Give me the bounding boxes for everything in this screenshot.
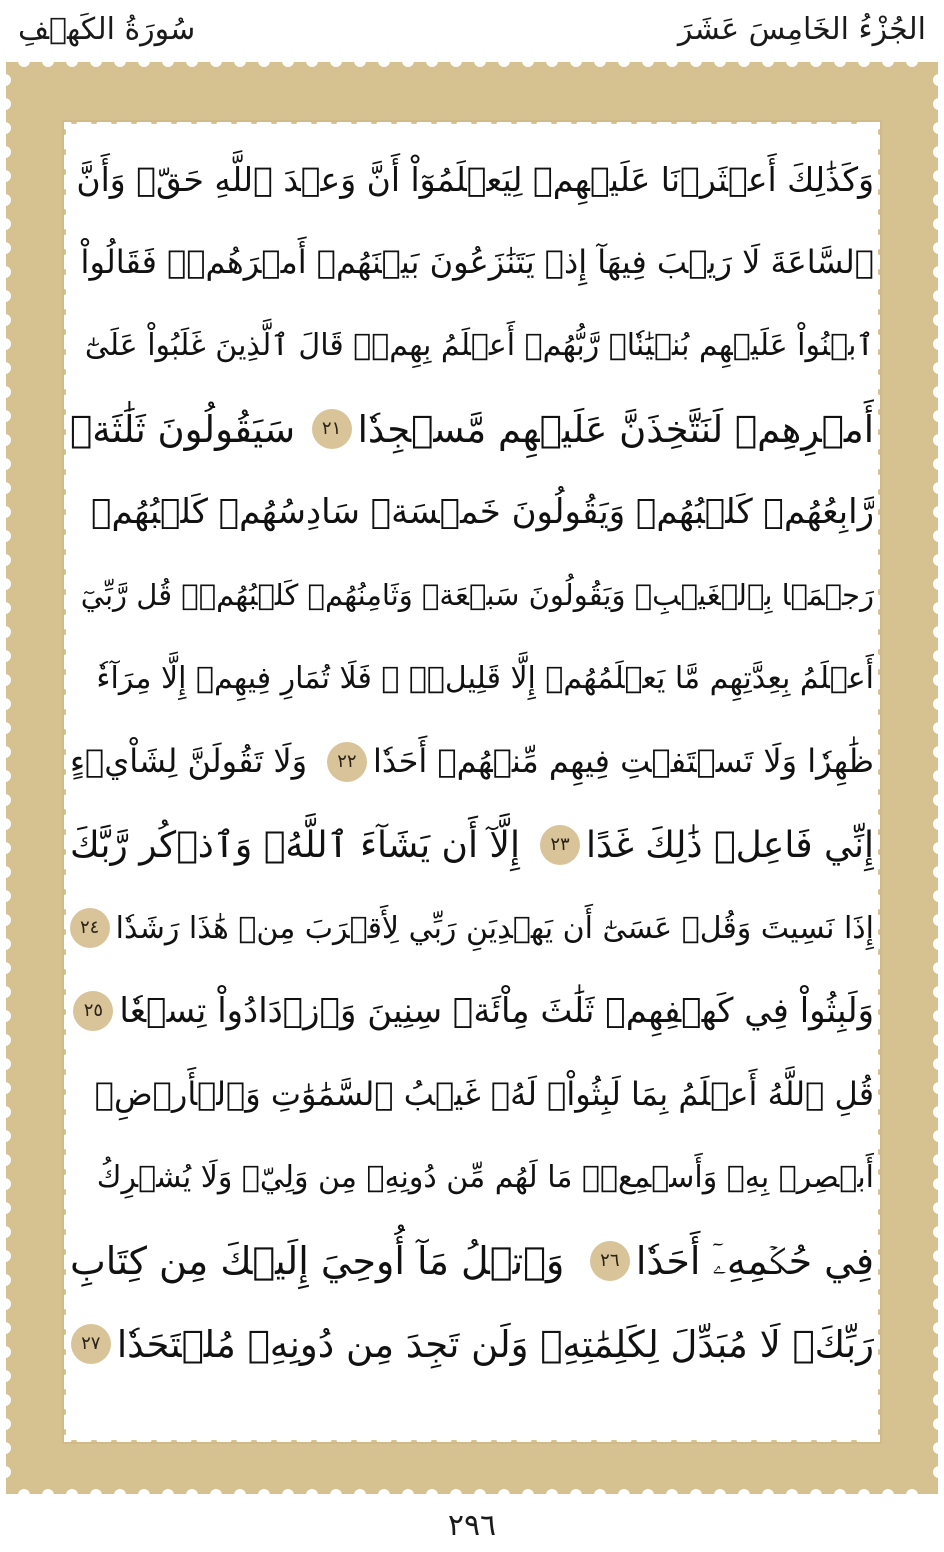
page-number: ٢٩٦ bbox=[447, 1508, 497, 1543]
verse-line bbox=[70, 804, 874, 887]
verse-line bbox=[70, 1303, 874, 1386]
ayah-number-marker: ٢٥ bbox=[73, 991, 113, 1031]
verse-line bbox=[70, 970, 874, 1053]
ayah-number-marker: ٢٣ bbox=[540, 825, 580, 865]
frame-scallop bbox=[282, 55, 294, 67]
frame-scallop bbox=[714, 55, 726, 67]
verse-text: قُلِ ٱللَّهُ أَعۡلَمُ بِمَا لَبِثُواْۖ لَهُۥ غَيۡبُ ٱلسَّمَٰوَٰتِ وَٱلۡأَرۡضِۖ bbox=[94, 1075, 874, 1114]
frame-scallop bbox=[330, 55, 342, 67]
frame-scallop bbox=[594, 55, 606, 67]
verse-line bbox=[70, 388, 874, 471]
verse-text: سَيَقُولُونَ ثَلَٰثَةٞ bbox=[70, 407, 296, 451]
frame-scallop bbox=[618, 55, 630, 67]
frame-scallop bbox=[306, 55, 318, 67]
verse-text: أَمۡرِهِمۡ لَنَتَّخِذَنَّ عَلَيۡهِم مَّسۡجِدٗا bbox=[357, 407, 874, 451]
verse-line bbox=[70, 221, 874, 304]
frame-scallop bbox=[42, 55, 54, 67]
verse-text: رَّابِعُهُمۡ كَلۡبُهُمۡ وَيَقُولُونَ خَمۡسَةٞ سَادِسُهُمۡ كَلۡبُهُمۡ bbox=[91, 491, 874, 532]
verse-line bbox=[70, 138, 874, 221]
verse-line bbox=[70, 304, 874, 387]
verse-text: وَٱتۡلُ مَآ أُوحِيَ إِلَيۡكَ مِن كِتَابِ bbox=[70, 1238, 565, 1283]
verse-text: وَلَا تَقُولَنَّ لِشَاْيۡءٍ bbox=[70, 742, 308, 781]
verse-text: إِلَّآ أَن يَشَآءَ ٱللَّهُۚ وَٱذۡكُر رَّبَّكَ bbox=[70, 824, 520, 866]
frame-scallop bbox=[210, 55, 222, 67]
frame-scallop bbox=[114, 55, 126, 67]
frame-scallop bbox=[906, 55, 918, 67]
ayah-number-marker: ٢٦ bbox=[590, 1241, 630, 1281]
verse-line bbox=[70, 471, 874, 554]
frame-scallop bbox=[522, 55, 534, 67]
frame-scallop bbox=[642, 55, 654, 67]
frame-scallop bbox=[234, 55, 246, 67]
verse-text: أَبۡصِرۡ بِهِۦ وَأَسۡمِعۡۚ مَا لَهُم مِّن دُونِهِۦ مِن وَلِيّٖ وَلَا يُشۡرِكُ bbox=[96, 1160, 874, 1196]
frame-scallop bbox=[834, 55, 846, 67]
verse-text: أَعۡلَمُ بِعِدَّتِهِم مَّا يَعۡلَمُهُمۡ إِلَّا قَلِيلٞۗ ۞ فَلَا تُمَارِ فِيهِمۡ إِلَّا مِرَآءٗ bbox=[96, 661, 874, 697]
verse-text: وَلَبِثُواْ فِي كَهۡفِهِمۡ ثَلَٰثَ مِاْئَةٖ سِنِينَ وَٱزۡدَادُواْ تِسۡعٗا bbox=[119, 990, 874, 1031]
frame-scallop bbox=[762, 55, 774, 67]
frame-scallop bbox=[810, 55, 822, 67]
verse-text: رَبِّكَۖ لَا مُبَدِّلَ لِكَلِمَٰتِهِۦ وَلَن تَجِدَ مِن دُونِهِۦ مُلۡتَحَدٗا bbox=[116, 1322, 874, 1366]
surah-title: سُورَةُ الكَهۡفِ bbox=[18, 12, 196, 47]
verse-text: إِذَا نَسِيتَ وَقُلۡ عَسَىٰٓ أَن يَهۡدِيَنِ رَبِّي لِأَقۡرَبَ مِنۡ هَٰذَا رَشَدٗا bbox=[115, 910, 874, 946]
frame-scallop bbox=[426, 55, 438, 67]
verse-text: إِنِّي فَاعِلٞ ذَٰلِكَ غَدًا bbox=[586, 824, 874, 866]
frame-scallop bbox=[378, 55, 390, 67]
frame-scallop bbox=[858, 55, 870, 67]
frame-scallop bbox=[18, 55, 30, 67]
frame-scallop bbox=[690, 55, 702, 67]
frame-scallop bbox=[258, 55, 270, 67]
verse-text: ٱلسَّاعَةَ لَا رَيۡبَ فِيهَآ إِذۡ يَتَنَٰزَعُونَ بَيۡنَهُمۡ أَمۡرَهُمۡۖ فَقَالُواْ bbox=[80, 243, 874, 282]
verse-line bbox=[70, 554, 874, 637]
frame-scallop bbox=[402, 55, 414, 67]
verse-line bbox=[70, 1053, 874, 1136]
frame-scallop bbox=[450, 55, 462, 67]
frame-scallop bbox=[354, 55, 366, 67]
verse-line bbox=[70, 637, 874, 720]
ayah-number-marker: ٢١ bbox=[312, 409, 352, 449]
frame-scallop bbox=[90, 55, 102, 67]
verse-text: فِي حُكۡمِهِۦٓ أَحَدٗا bbox=[635, 1238, 874, 1283]
verse-text: ظَٰهِرٗا وَلَا تَسۡتَفۡتِ فِيهِم مِّنۡهُمۡ أَحَدٗا bbox=[372, 742, 874, 781]
frame-scallop bbox=[738, 55, 750, 67]
ayah-number-marker: ٢٧ bbox=[71, 1324, 111, 1364]
frame-scallop bbox=[882, 55, 894, 67]
ayah-number-marker: ٢٤ bbox=[70, 908, 110, 948]
frame-scallop bbox=[138, 55, 150, 67]
verse-text: ٱبۡنُواْ عَلَيۡهِم بُنۡيَٰنٗاۖ رَّبُّهُمۡ أَعۡلَمُ بِهِمۡۚ قَالَ ٱلَّذِينَ غَلَبُواْ عَلَىٰٓ bbox=[84, 328, 874, 364]
frame-scallop bbox=[474, 55, 486, 67]
frame-scallop bbox=[162, 55, 174, 67]
verse-block bbox=[70, 138, 874, 1386]
frame-scallop bbox=[666, 55, 678, 67]
verse-line bbox=[70, 887, 874, 970]
frame-scallop bbox=[498, 55, 510, 67]
verse-line bbox=[70, 1136, 874, 1219]
frame-scallop bbox=[786, 55, 798, 67]
ayah-number-marker: ٢٢ bbox=[327, 742, 367, 782]
verse-line bbox=[70, 720, 874, 803]
frame-scallop bbox=[570, 55, 582, 67]
frame-scallop bbox=[66, 55, 78, 67]
verse-text: وَكَذَٰلِكَ أَعۡثَرۡنَا عَلَيۡهِمۡ لِيَعۡلَمُوٓاْ أَنَّ وَعۡدَ ٱللَّهِ حَقّٞ وَأَنَّ bbox=[76, 160, 874, 200]
verse-text: رَجۡمَۢا بِٱلۡغَيۡبِۖ وَيَقُولُونَ سَبۡعَةٞ وَثَامِنُهُمۡ كَلۡبُهُمۡۚ قُل رَّبِّيٓ bbox=[80, 578, 874, 613]
verse-line bbox=[70, 1219, 874, 1302]
frame-scallop bbox=[186, 55, 198, 67]
frame-scallop bbox=[546, 55, 558, 67]
juz-title: الجُزْءُ الخَامِسَ عَشَرَ bbox=[677, 12, 926, 47]
